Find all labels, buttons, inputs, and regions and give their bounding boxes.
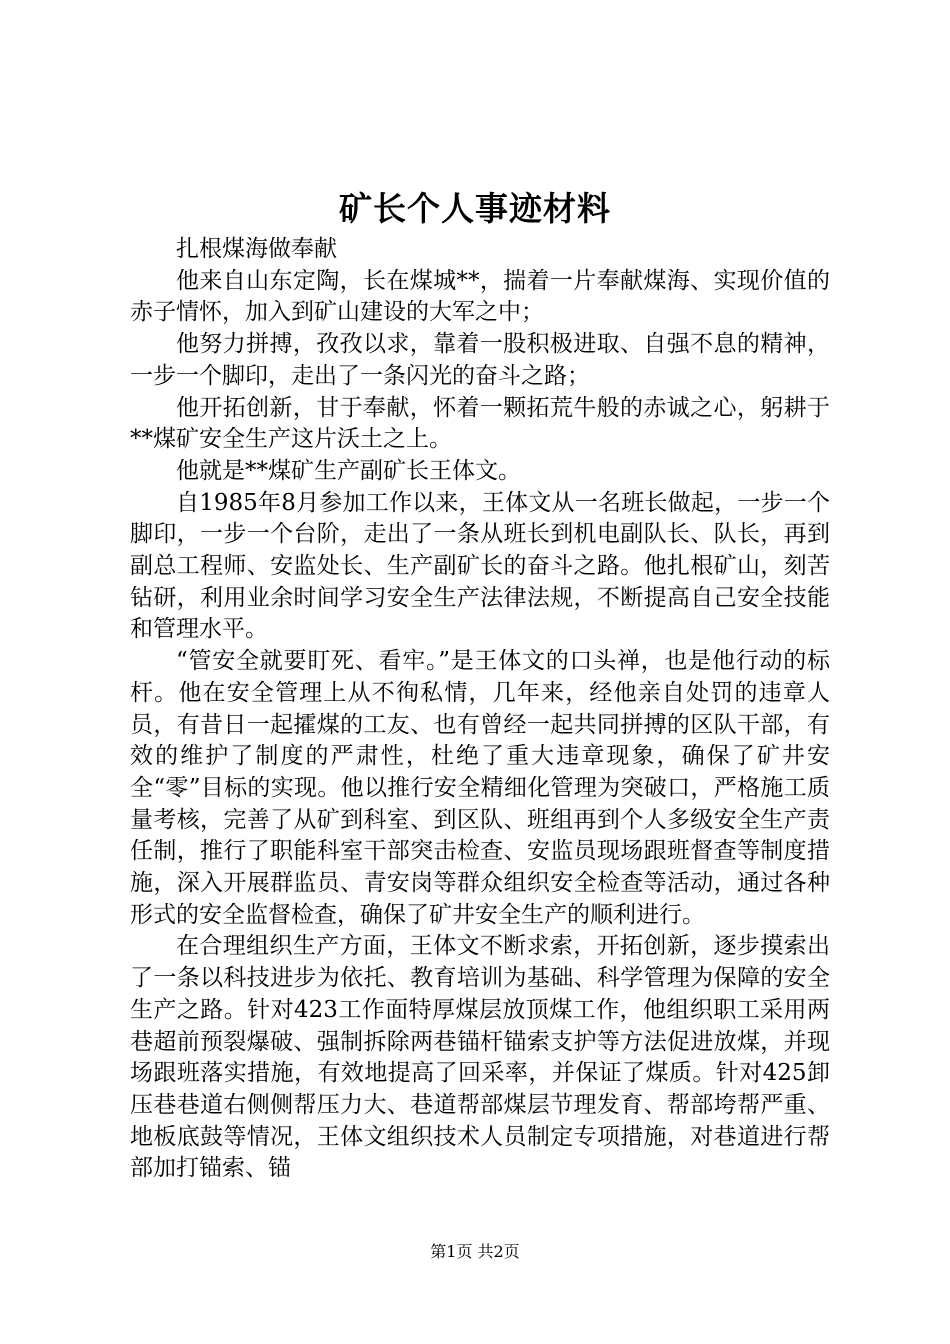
paragraph: 自1985年8月参加工作以来，王体文从一名班长做起，一步一个脚印，一步一个台阶，走出了一条从班长到机电副队长、队长，再到副总工程师、安监处长、生产副矿长的奋斗之路。他扎根矿山，刻苦钻研，利用业余时间学习安全生产法律法规，不断提高自己安全技能和管理水平。 [130, 489, 830, 643]
paragraph: “管安全就要盯死、看牢。”是王体文的口头禅，也是他行动的标杆。他在安全管理上从不徇私情，几年来，经他亲自处罚的违章人员，有昔日一起攉煤的工友、也有曾经一起共同拼搏的区队干部，有效的维护了制度的严肃性，杜绝了重大违章现象，确保了矿井安全“零”目标的实现。他以推行安全精细化管理为突破口，严格施工质量考核，完善了从矿到科室、到区队、班组再到个人多级安全生产责任制，推行了职能科室干部突击检查、安监员现场跟班督查等制度措施，深入开展群监员、青安岗等群众组织安全检查等活动，通过各种形式的安全监督检查，确保了矿井安全生产的顺利进行。 [130, 648, 830, 928]
document-body [130, 234, 830, 1185]
page-footer: 第1页 共2页 [430, 1242, 520, 1261]
paragraph: 在合理组织生产方面，王体文不断求索，开拓创新，逐步摸索出了一条以科技进步为依托、教育培训为基础、科学管理为保障的安全生产之路。针对423工作面特厚煤层放顶煤工作，他组织职工采用两巷超前预裂爆破、强制拆除两巷锚杆锚索支护等方法促进放煤，并现场跟班落实措施，有效地提高了回采率，并保证了煤质。针对425卸压巷巷道右侧侧帮压力大、巷道帮部煤层节理发育、帮部垮帮严重、地板底鼓等情况，王体文组织技术人员制定专项措施，对巷道进行帮部加打锚索、锚 [130, 933, 830, 1182]
paragraph: 他就是**煤矿生产副矿长王体文。 [176, 457, 521, 484]
paragraph: 他开拓创新，甘于奉献，怀着一颗拓荒牛般的赤诚之心，躬耕于**煤矿安全生产这片沃土之上。 [130, 394, 830, 453]
paragraph-subtitle: 扎根煤海做奉献 [176, 236, 337, 262]
paragraph: 他来自山东定陶，长在煤城**，揣着一片奉献煤海、实现价值的赤子情怀，加入到矿山建设的大军之中； [130, 267, 830, 326]
document-title: 矿长个人事迹材料 [339, 189, 611, 228]
paragraph: 他努力拼搏，孜孜以求，靠着一股积极进取、自强不息的精神，一步一个脚印，走出了一条闪光的奋斗之路； [130, 331, 830, 389]
